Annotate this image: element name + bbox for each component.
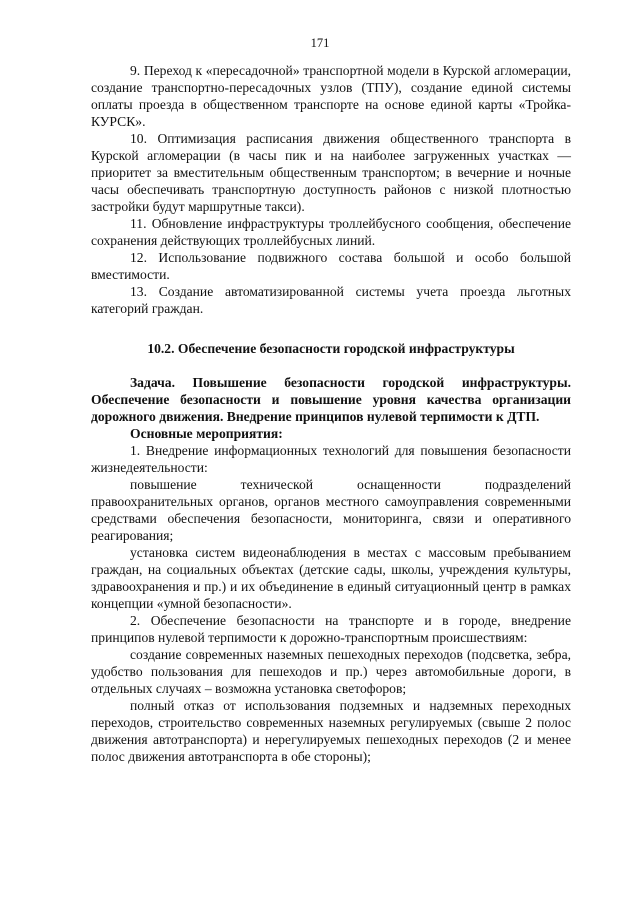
document-body	[91, 62, 571, 765]
page-number: 171	[310, 36, 330, 50]
measures-heading: Основные мероприятия:	[130, 426, 283, 441]
paragraph-item-13: 13. Создание автоматизированной системы учета проезда льготных категорий граждан.	[91, 284, 571, 316]
measure-1: 1. Внедрение информационных технологий для повышения безопасности жизнедеятельности:	[91, 443, 571, 475]
measure-1-bullet-2: установка систем видеонаблюдения в местах с массовым пребыванием граждан, на социальных объектах (детские сады, школы, учреждения культуры, здравоохранения и пр.) и их объединение в единый ситуационный центр в рамках концепции «умной безопасности».	[91, 545, 571, 611]
task-paragraph: Задача. Повышение безопасности городской инфраструктуры. Обеспечение безопасности и повышение уровня качества организации дорожного движения. Внедрение принципов нулевой терпимости к ДТП.	[91, 375, 571, 424]
measure-2: 2. Обеспечение безопасности на транспорте и в городе, внедрение принципов нулевой терпимости к дорожно-транспортным происшествиям:	[91, 613, 571, 645]
measure-2-bullet-1: создание современных наземных пешеходных переходов (подсветка, зебра, удобство пользования для пешеходов и пр.) через автомобильные дороги, в отдельных случаях – возможна установка светофоров;	[91, 647, 571, 696]
paragraph-item-12: 12. Использование подвижного состава большой и особо большой вместимости.	[91, 250, 571, 282]
paragraph-item-10: 10. Оптимизация расписания движения общественного транспорта в Курской агломерации (в часы пик и на наиболее загруженных участках — приоритет за вместительным общественным транспортом; в вечерние и ночные часы обеспечивать транспортную доступность районов с низкой плотностью застройки будут маршрутные такси).	[91, 131, 571, 214]
paragraph-item-11: 11. Обновление инфраструктуры троллейбусного сообщения, обеспечение сохранения действующих троллейбусных линий.	[91, 216, 571, 248]
measure-1-bullet-1: повышение технической оснащенности подразделений правоохранительных органов, органов местного самоуправления современными средствами обеспечения безопасности, мониторинга, связи и оперативного реагирования;	[91, 477, 571, 543]
section-title: 10.2. Обеспечение безопасности городской инфраструктуры	[147, 341, 515, 356]
measure-2-bullet-2: полный отказ от использования подземных и надземных переходных переходов, строительство современных наземных регулируемых (свыше 2 полос движения автотранспорта) и нерегулируемых пешеходных переходов (2 и менее полос движения автотранспорта в обе стороны);	[91, 698, 571, 764]
paragraph-item-9: 9. Переход к «пересадочной» транспортной модели в Курской агломерации, создание транспортно-пересадочных узлов (ТПУ), создание единой системы оплаты проезда в общественном транспорте на основе единой карты «Тройка-КУРСК».	[91, 63, 571, 129]
